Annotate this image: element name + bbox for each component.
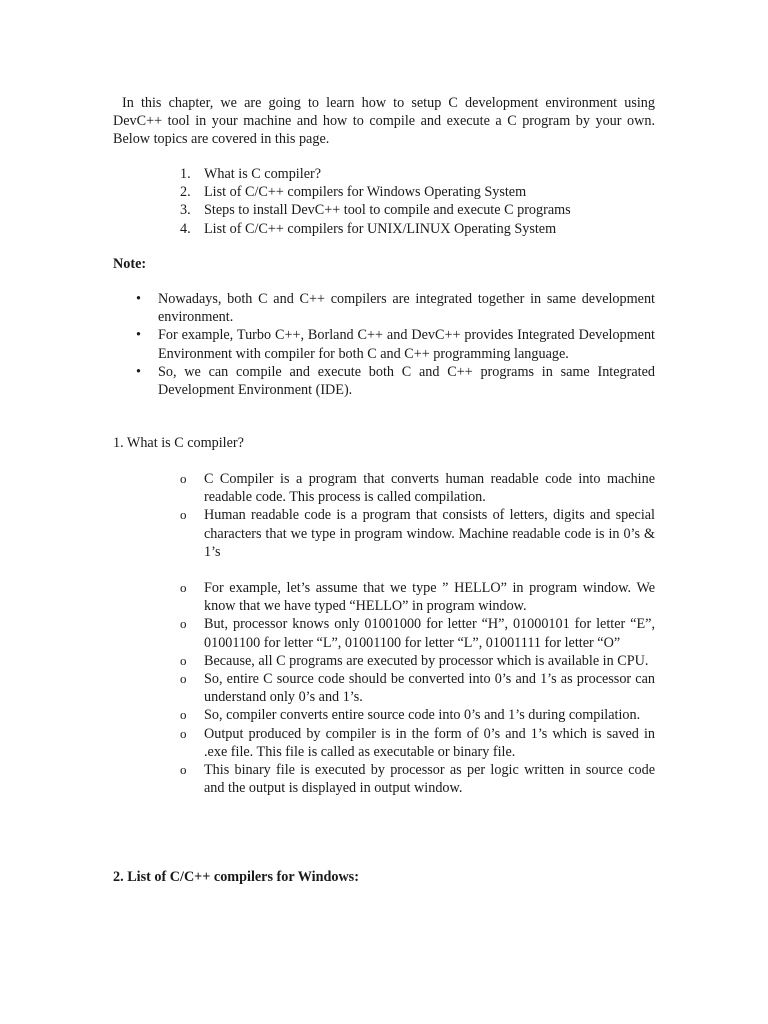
list-item-text: For example, Turbo C++, Borland C++ and DevC++ provides Integrated Development Environment with compiler for both C and C++ programming language. (158, 327, 655, 362)
circle-bullet-icon: o (180, 671, 187, 687)
list-item (133, 363, 655, 399)
list-item (180, 706, 655, 724)
list-item-text: Steps to install DevC++ tool to compile and execute C programs (204, 202, 571, 219)
note-list (133, 290, 655, 399)
list-item (180, 165, 650, 183)
list-item-text: List of C/C++ compilers for Windows Operating System (204, 184, 527, 201)
list-item (180, 652, 655, 670)
list-number: 2. (180, 184, 191, 201)
list-item-text: This binary file is executed by processor as per logic written in source code and the output is displayed in output window. (204, 762, 655, 797)
list-number: 3. (180, 202, 191, 219)
list-item (133, 290, 655, 326)
list-item (180, 725, 655, 761)
list-item-text: Because, all C programs are executed by processor which is available in CPU. (204, 652, 649, 669)
list-item (180, 761, 655, 797)
topics-list (180, 165, 650, 238)
list-number: 1. (180, 166, 191, 182)
circle-bullet-icon: o (180, 725, 187, 741)
circle-bullet-icon: o (180, 507, 187, 523)
list-item (180, 220, 650, 238)
list-item-text: Human readable code is a program that consists of letters, digits and special characters that we type in program window. Machine readable code is in 0’s & 1’s (204, 507, 655, 560)
list-item (133, 326, 655, 362)
list-item-text: But, processor knows only 01001000 for letter “H”, 01000101 for letter “E”, 01001100 for letter “L”, 01001100 for letter “L”, 01001111 for letter “O” (204, 616, 655, 651)
list-item (180, 183, 650, 201)
list-item-text: So, we can compile and execute both C and C++ programs in same Integrated Development Environment (IDE). (158, 363, 655, 399)
bullet-icon: • (136, 327, 141, 344)
circle-bullet-icon: o (180, 616, 187, 632)
list-item (180, 579, 655, 615)
list-item (180, 470, 655, 506)
section-heading-windows-compilers: 2. List of C/C++ compilers for Windows: (113, 869, 359, 885)
circle-bullet-icon: o (180, 471, 187, 486)
list-item-text: Nowadays, both C and C++ compilers are integrated together in same development environment. (158, 291, 655, 326)
list-item (180, 201, 650, 219)
bullet-icon: • (136, 291, 141, 307)
circle-bullet-icon: o (180, 652, 187, 668)
circle-bullet-icon: o (180, 707, 187, 723)
list-item-text: So, entire C source code should be converted into 0’s and 1’s as processor can understand only 0’s and 1’s. (204, 671, 655, 706)
list-item-text: Output produced by compiler is in the form of 0’s and 1’s which is saved in .exe file. This file is called as executable or binary file. (204, 725, 655, 760)
intro-paragraph: In this chapter, we are going to learn how to setup C development environment using DevC++ tool in your machine and how to compile and execute a C program by your own. Below topics are covered in this page. (113, 95, 655, 148)
list-number: 4. (180, 220, 191, 237)
compiler-points-list (180, 470, 655, 797)
bullet-icon: • (136, 363, 141, 380)
list-item-text: List of C/C++ compilers for UNIX/LINUX Operating System (204, 220, 557, 237)
list-item (180, 506, 655, 561)
circle-bullet-icon: o (180, 762, 187, 778)
circle-bullet-icon: o (180, 580, 187, 596)
list-item-text: What is C compiler? (204, 166, 322, 182)
list-item-text: C Compiler is a program that converts human readable code into machine readable code. This process is called compilation. (204, 471, 655, 506)
list-item (180, 615, 655, 651)
list-item-text: So, compiler converts entire source code into 0’s and 1’s during compilation. (204, 707, 641, 724)
list-item-text: For example, let’s assume that we type ” HELLO” in program window. We know that we have typed “HELLO” in program window. (204, 580, 655, 615)
note-heading: Note: (113, 256, 147, 272)
section-heading-what-is-c-compiler: 1. What is C compiler? (113, 435, 244, 451)
list-item (180, 670, 655, 706)
